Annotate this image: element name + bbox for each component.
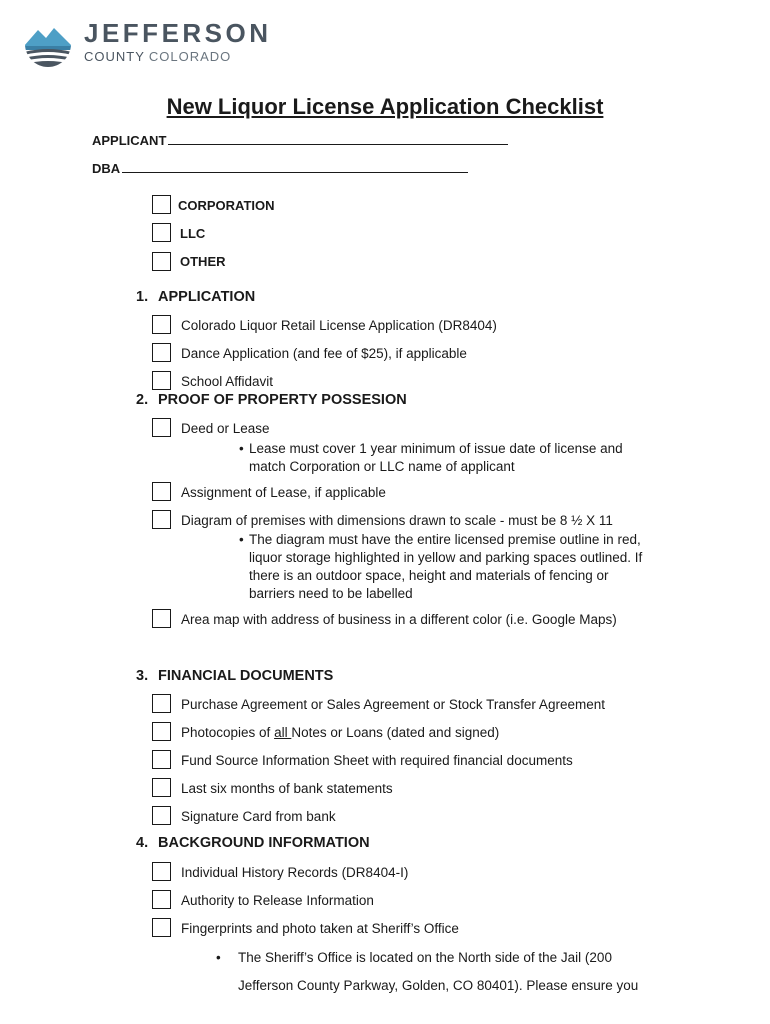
checkbox-photocopies[interactable]	[152, 722, 171, 741]
section-application-heading	[136, 289, 255, 306]
section-number: 2.	[136, 392, 149, 408]
checkbox-deed-lease[interactable]	[152, 418, 171, 437]
note-lease-line: match Corporation or LLC name of applicant	[249, 459, 515, 474]
note-diagram-line: liquor storage highlighted in yellow and parking spaces outlined. If	[249, 550, 643, 565]
checkbox-dance-application[interactable]	[152, 343, 171, 362]
county-logo-icon	[24, 20, 72, 68]
org-sub-state: COLORADO	[148, 49, 232, 64]
section-financial-heading	[136, 668, 333, 685]
note-sheriff-line: Jefferson County Parkway, Golden, CO 80401). Please ensure you	[238, 978, 639, 993]
item-history-records: Individual History Records (DR8404-I)	[181, 865, 409, 880]
checkbox-retail-application[interactable]	[152, 315, 171, 334]
item-purchase-agreement: Purchase Agreement or Sales Agreement or Stock Transfer Agreement	[181, 697, 605, 712]
item-release-information: Authority to Release Information	[181, 893, 374, 908]
org-subtitle	[84, 50, 231, 63]
photocopies-text: Notes or Loans (dated and signed)	[291, 725, 500, 740]
section-title: FINANCIAL DOCUMENTS	[158, 668, 334, 684]
note-sheriff-line: The Sheriff’s Office is located on the North side of the Jail (200	[238, 950, 612, 965]
checkbox-purchase-agreement[interactable]	[152, 694, 171, 713]
item-dance-application: Dance Application (and fee of $25), if applicable	[181, 346, 467, 361]
item-area-map: Area map with address of business in a different color (i.e. Google Maps)	[181, 612, 617, 627]
item-signature-card: Signature Card from bank	[181, 809, 336, 824]
item-fund-source: Fund Source Information Sheet with required financial documents	[181, 753, 573, 768]
note-lease	[239, 440, 623, 476]
item-school-affidavit: School Affidavit	[181, 374, 274, 389]
note-lease-line: Lease must cover 1 year minimum of issue date of license and	[249, 441, 623, 456]
applicant-label: APPLICANT	[92, 133, 167, 148]
entity-llc-label: LLC	[180, 226, 206, 241]
section-background-heading	[136, 835, 370, 852]
org-name: JEFFERSON	[84, 18, 272, 48]
bullet-icon: •	[239, 532, 244, 547]
item-deed-lease: Deed or Lease	[181, 421, 270, 436]
photocopies-emphasis: all	[274, 725, 292, 740]
section-number: 1.	[136, 289, 149, 305]
applicant-field[interactable]	[92, 134, 508, 147]
bullet-icon: •	[216, 950, 221, 965]
applicant-line[interactable]	[168, 143, 508, 145]
section-property-heading	[136, 392, 407, 409]
checkbox-corporation[interactable]	[152, 195, 171, 214]
checkbox-assignment-lease[interactable]	[152, 482, 171, 501]
bullet-icon: •	[239, 441, 244, 456]
checkbox-bank-statements[interactable]	[152, 778, 171, 797]
item-bank-statements: Last six months of bank statements	[181, 781, 393, 796]
section-title: APPLICATION	[158, 289, 256, 305]
checkbox-diagram[interactable]	[152, 510, 171, 529]
checkbox-area-map[interactable]	[152, 609, 171, 628]
checkbox-release-information[interactable]	[152, 890, 171, 909]
checkbox-history-records[interactable]	[152, 862, 171, 881]
checkbox-fund-source[interactable]	[152, 750, 171, 769]
checkbox-school-affidavit[interactable]	[152, 371, 171, 390]
section-number: 4.	[136, 835, 149, 851]
entity-corporation-label: CORPORATION	[178, 198, 275, 213]
checkbox-signature-card[interactable]	[152, 806, 171, 825]
note-diagram-line: barriers need to be labelled	[249, 586, 413, 601]
dba-label: DBA	[92, 161, 121, 176]
section-title: BACKGROUND INFORMATION	[158, 835, 370, 851]
item-fingerprints: Fingerprints and photo taken at Sheriff’s Office	[181, 921, 459, 936]
note-diagram	[239, 531, 643, 603]
item-diagram: Diagram of premises with dimensions drawn to scale - must be 8 ½ X 11	[181, 513, 613, 528]
photocopies-text: Photocopies of	[181, 725, 275, 740]
org-sub-county: COUNTY	[84, 49, 145, 64]
dba-field[interactable]	[92, 162, 468, 175]
section-title: PROOF OF PROPERTY POSSESION	[158, 392, 407, 408]
note-diagram-line: there is an outdoor space, height and materials of fencing or	[249, 568, 609, 583]
entity-other-label: OTHER	[180, 254, 226, 269]
document-title: New Liquor License Application Checklist	[166, 94, 604, 119]
note-sheriff-office	[216, 949, 639, 995]
section-number: 3.	[136, 668, 149, 684]
item-retail-application: Colorado Liquor Retail License Application (DR8404)	[181, 318, 497, 333]
note-diagram-line: The diagram must have the entire licensed premise outline in red,	[249, 532, 641, 547]
checkbox-llc[interactable]	[152, 223, 171, 242]
checkbox-other[interactable]	[152, 252, 171, 271]
item-assignment-lease: Assignment of Lease, if applicable	[181, 485, 386, 500]
checkbox-fingerprints[interactable]	[152, 918, 171, 937]
dba-line[interactable]	[122, 171, 468, 173]
item-photocopies	[181, 725, 499, 741]
